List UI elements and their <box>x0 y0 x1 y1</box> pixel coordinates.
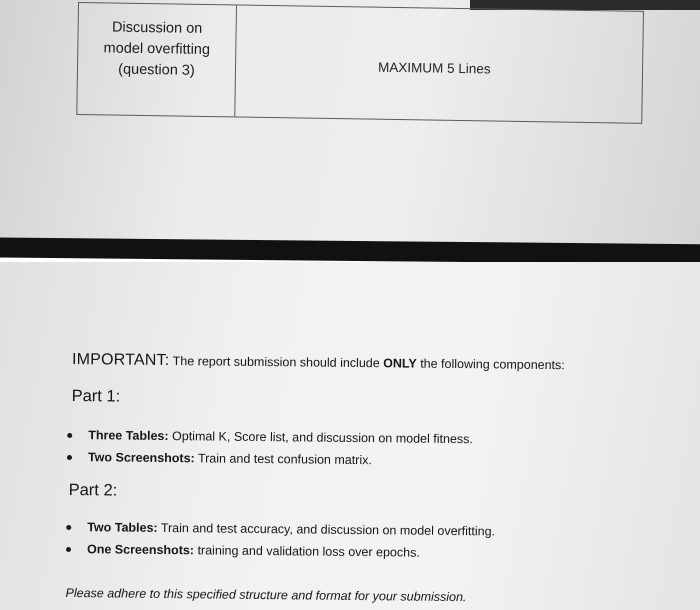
intro-emphasis: ONLY <box>383 356 417 371</box>
item-label: Three Tables: <box>88 428 169 444</box>
bullet-icon <box>66 547 71 552</box>
part2-list <box>64 516 495 565</box>
instructions-sheet <box>0 262 700 610</box>
item-label: One Screenshots: <box>86 542 195 558</box>
closing-note: Please adhere to this specified structure and format for your submission. <box>65 585 467 605</box>
item-label: Two Tables: <box>87 520 158 535</box>
limit-cell <box>235 5 643 122</box>
item-text: Train and test accuracy, and discussion on model overfitting. <box>157 520 496 539</box>
rubric-table <box>76 2 644 124</box>
intro-text-before: The report submission should include <box>169 354 384 371</box>
intro-text-after: the following components: <box>416 356 565 373</box>
part1-heading: Part 1: <box>71 387 121 406</box>
item-text: Optimal K, Score list, and discussion on model fitness. <box>168 429 473 447</box>
part2-heading: Part 2: <box>68 480 118 500</box>
important-notice <box>72 351 565 374</box>
instructions-content <box>0 262 700 610</box>
rubric-sheet <box>0 0 700 252</box>
list-item <box>65 446 473 472</box>
item-label: Two Screenshots: <box>87 450 195 466</box>
bullet-icon <box>66 525 71 530</box>
bullet-icon <box>67 455 72 460</box>
limit-text: MAXIMUM 5 Lines <box>377 59 491 77</box>
list-item <box>64 538 495 565</box>
part1-list <box>65 424 473 472</box>
criterion-cell <box>77 3 237 116</box>
criterion-text: Discussion on model overfitting (question 3) <box>103 19 211 79</box>
bullet-icon <box>67 433 72 438</box>
important-label: IMPORTANT: <box>71 351 170 370</box>
rubric-table-wrapper <box>0 0 700 252</box>
item-text: training and validation loss over epochs. <box>193 543 420 560</box>
item-text: Train and test confusion matrix. <box>194 451 372 468</box>
